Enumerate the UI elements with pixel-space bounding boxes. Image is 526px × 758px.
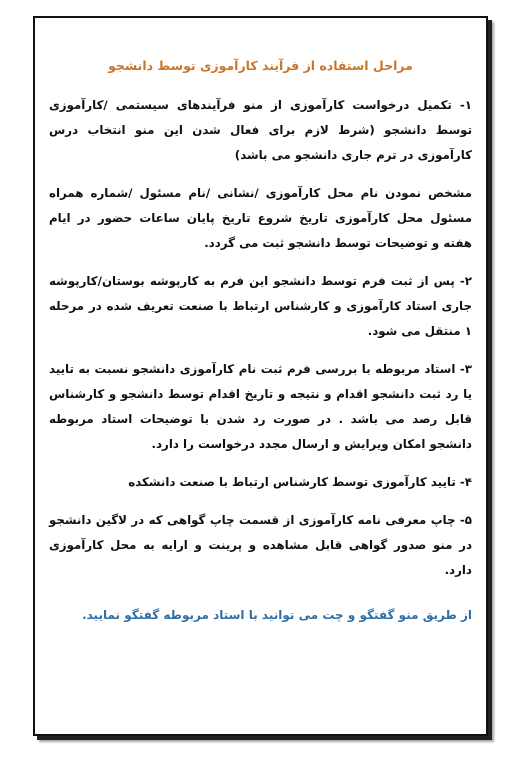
step-4-paragraph: ۴- تایید کارآموزی توسط کارشناس ارتباط با صنعت دانشکده (128, 475, 472, 489)
step-5-paragraph: ۵- چاپ معرفی نامه کارآموزی از قسمت چاپ گواهی که در لاگین دانشجو در منو صدور گواهی قابل مشاهده و پرینت و ارایه به محل کارآموزی دارد. (49, 513, 472, 577)
footer-note: از طریق منو گفتگو و چت می توانید با استاد مربوطه گفتگو نمایید. (82, 608, 472, 622)
step-2-paragraph: ۲- پس از ثبت فرم توسط دانشجو این فرم به کارپوشه بوستان/کارپوشه جاری استاد کارآموزی و کارشناس ارتباط با صنعت تعریف شده در مرحله ۱ منتقل می شود. (49, 274, 472, 338)
document-frame (33, 16, 488, 736)
document-title: مراحل استفاده از فرآیند کارآموزی توسط دانشجو (108, 58, 413, 73)
step-1-details-paragraph: مشخص نمودن نام محل کارآموزی /نشانی /نام مسئول /شماره همراه مسئول محل کارآموزی تاریخ شروع تاریخ پایان ساعات حضور در ایام هفته و توضیحات توسط دانشجو ثبت می گردد. (49, 186, 472, 250)
step-1-paragraph: ۱- تکمیل درخواست کارآموزی از منو فرآیندهای سیستمی /کارآموزی توسط دانشجو (شرط لازم برای فعال شدن این منو انتخاب درس کارآموزی در ترم جاری دانشجو می باشد) (49, 98, 472, 162)
document-content (49, 58, 472, 627)
step-3-paragraph: ۳- استاد مربوطه با بررسی فرم ثبت نام کارآموزی دانشجو نسبت به تایید یا رد ثبت دانشجو اقدام و نتیجه و تاریخ اقدام توسط دانشجو و کارشناس قابل رصد می باشد . در صورت رد شدن با توضیحات استاد مربوطه دانشجو امکان ویرایش و ارسال مجدد درخواست را دارد. (49, 362, 472, 451)
